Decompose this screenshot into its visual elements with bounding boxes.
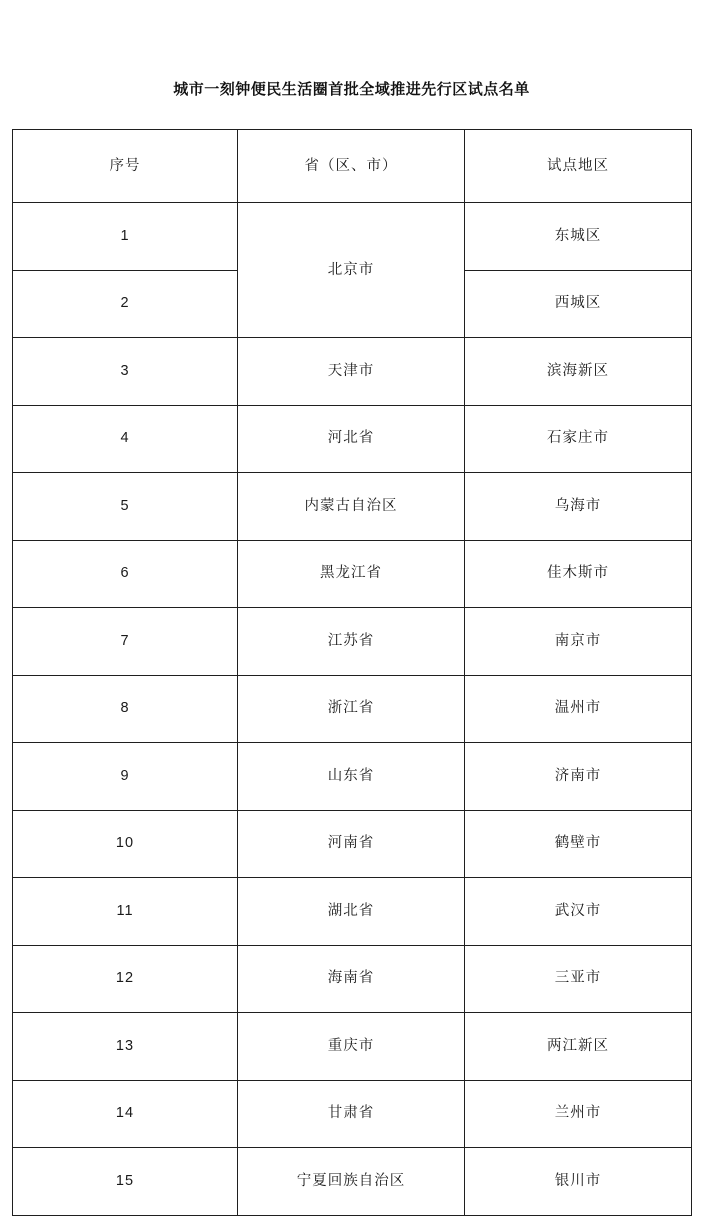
- cell-area-value: 三亚市: [554, 970, 602, 987]
- cell-index-value: 9: [120, 767, 130, 784]
- table-row: [13, 203, 692, 271]
- cell-index: [13, 1013, 238, 1081]
- cell-index: [13, 405, 238, 473]
- table-header-row: [13, 130, 692, 203]
- cell-area-value: 滨海新区: [547, 362, 609, 379]
- column-header-index-label: 序号: [109, 157, 141, 174]
- cell-province: [238, 1080, 465, 1148]
- cell-province: [238, 338, 465, 406]
- cell-province-value: 湖北省: [327, 902, 375, 919]
- column-header-province: [238, 130, 465, 203]
- cell-area-value: 佳木斯市: [547, 565, 609, 582]
- cell-index-value: 4: [120, 430, 130, 447]
- cell-province-value: 甘肃省: [327, 1105, 375, 1122]
- cell-index-value: 11: [116, 902, 134, 919]
- cell-area: [465, 540, 692, 608]
- cell-province-value: 河南省: [327, 835, 375, 852]
- cell-index: [13, 270, 238, 338]
- cell-area-value: 西城区: [554, 295, 602, 312]
- table-row: [13, 945, 692, 1013]
- cell-area: [465, 405, 692, 473]
- cell-area-value: 兰州市: [554, 1105, 602, 1122]
- cell-area-value: 银川市: [554, 1172, 602, 1189]
- cell-province: [238, 405, 465, 473]
- pilot-areas-table: [12, 129, 692, 1216]
- cell-index-value: 1: [120, 227, 130, 244]
- column-header-area-label: 试点地区: [547, 157, 609, 174]
- cell-province: [238, 1148, 465, 1216]
- table-row: [13, 675, 692, 743]
- cell-province: [238, 203, 465, 338]
- table-row: [13, 405, 692, 473]
- cell-index-value: 2: [120, 295, 130, 312]
- cell-index: [13, 675, 238, 743]
- cell-province-value: 黑龙江省: [320, 565, 382, 582]
- cell-province-value: 内蒙古自治区: [304, 497, 398, 514]
- cell-province-value: 天津市: [327, 362, 375, 379]
- cell-province: [238, 1013, 465, 1081]
- cell-area: [465, 1013, 692, 1081]
- cell-province-value: 重庆市: [327, 1037, 375, 1054]
- table-row: [13, 878, 692, 946]
- cell-index-value: 13: [115, 1037, 135, 1054]
- cell-index: [13, 878, 238, 946]
- cell-area: [465, 338, 692, 406]
- cell-index-value: 6: [120, 565, 130, 582]
- cell-area-value: 南京市: [554, 632, 602, 649]
- table-row: [13, 1148, 692, 1216]
- cell-province-value: 山东省: [327, 767, 375, 784]
- column-header-province-label: 省（区、市）: [304, 157, 398, 174]
- cell-index: [13, 1148, 238, 1216]
- cell-index: [13, 945, 238, 1013]
- cell-index: [13, 203, 238, 271]
- column-header-area: [465, 130, 692, 203]
- cell-province-value: 浙江省: [327, 700, 375, 717]
- cell-index: [13, 608, 238, 676]
- cell-province-value: 江苏省: [327, 632, 375, 649]
- table-row: [13, 540, 692, 608]
- cell-area: [465, 1148, 692, 1216]
- cell-area: [465, 743, 692, 811]
- table-row: [13, 338, 692, 406]
- cell-index-value: 7: [120, 632, 130, 649]
- table-row: [13, 743, 692, 811]
- cell-index-value: 14: [115, 1105, 135, 1122]
- cell-area: [465, 270, 692, 338]
- cell-index: [13, 743, 238, 811]
- cell-area: [465, 203, 692, 271]
- cell-area-value: 石家庄市: [547, 430, 609, 447]
- cell-area-value: 鹤壁市: [554, 835, 602, 852]
- cell-area: [465, 1080, 692, 1148]
- table-row: [13, 608, 692, 676]
- cell-index: [13, 338, 238, 406]
- table-header: [13, 130, 692, 203]
- cell-area-value: 东城区: [554, 227, 602, 244]
- cell-area-value: 乌海市: [554, 497, 602, 514]
- cell-province: [238, 810, 465, 878]
- cell-index-value: 8: [120, 700, 130, 717]
- cell-province-value: 宁夏回族自治区: [296, 1172, 406, 1189]
- cell-index-value: 5: [120, 497, 130, 514]
- cell-index-value: 3: [120, 362, 130, 379]
- cell-area: [465, 675, 692, 743]
- table-body: [13, 203, 692, 1216]
- cell-province-value: 北京市: [327, 261, 375, 278]
- cell-index-value: 10: [115, 835, 135, 852]
- table-row: [13, 473, 692, 541]
- cell-area: [465, 878, 692, 946]
- cell-index: [13, 540, 238, 608]
- cell-province: [238, 743, 465, 811]
- page-title: 城市一刻钟便民生活圈首批全域推进先行区试点名单: [173, 81, 530, 98]
- cell-province-value: 海南省: [327, 970, 375, 987]
- cell-province: [238, 675, 465, 743]
- cell-area: [465, 473, 692, 541]
- cell-index-value: 15: [115, 1172, 135, 1189]
- cell-index: [13, 1080, 238, 1148]
- cell-area-value: 温州市: [554, 700, 602, 717]
- cell-area: [465, 608, 692, 676]
- table-row: [13, 1080, 692, 1148]
- cell-province: [238, 945, 465, 1013]
- cell-area: [465, 945, 692, 1013]
- cell-province: [238, 878, 465, 946]
- cell-area-value: 两江新区: [547, 1037, 609, 1054]
- cell-area-value: 武汉市: [554, 902, 602, 919]
- cell-index: [13, 810, 238, 878]
- cell-area: [465, 810, 692, 878]
- table-row: [13, 1013, 692, 1081]
- cell-index-value: 12: [115, 970, 135, 987]
- cell-province-value: 河北省: [327, 430, 375, 447]
- cell-province: [238, 540, 465, 608]
- cell-index: [13, 473, 238, 541]
- column-header-index: [13, 130, 238, 203]
- cell-province: [238, 608, 465, 676]
- cell-area-value: 济南市: [554, 767, 602, 784]
- table-row: [13, 810, 692, 878]
- cell-province: [238, 473, 465, 541]
